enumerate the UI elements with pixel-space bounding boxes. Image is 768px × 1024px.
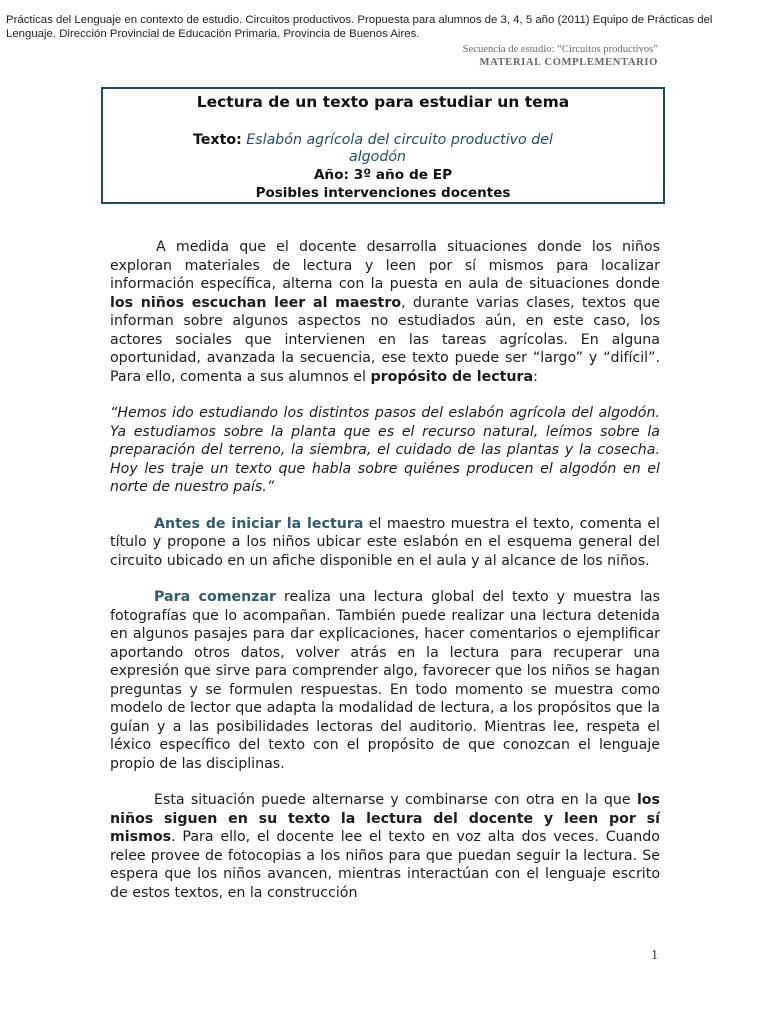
text-run: : bbox=[533, 368, 538, 385]
text-reference bbox=[193, 132, 643, 166]
paragraph-alternate bbox=[110, 791, 660, 902]
teacher-quote: “Hemos ido estudiando los distintos pasos del eslabón agrícola del algodón. Ya estudiamos sobre la planta que es el recurso natural, leímos sobre la preparación del terreno, la siembra, el cuidado de las plantas y la cosecha. Hoy les traje un texto que habla sobre quiénes producen el algodón en el norte de nuestro país.” bbox=[110, 405, 660, 495]
text-title-line-1: Eslabón agrícola del circuito productivo del bbox=[246, 132, 553, 148]
text-title-line-2: algodón bbox=[349, 149, 406, 165]
emphasis-listen: los niños escuchan leer al maestro bbox=[110, 294, 402, 311]
sequence-title: Secuencia de estudio: “Circuitos productivos” bbox=[462, 44, 658, 55]
document-header: Prácticas del Lenguaje en contexto de estudio. Circuitos productivos. Propuesta para alumnos de 3, 4, 5 año (2011) Equipo de Prácticas del Lenguaje. Dirección Provincial de Educación Primaria. Provincia de Buenos Aires. bbox=[6, 14, 713, 40]
emphasis-purpose: propósito de lectura bbox=[370, 368, 534, 385]
text-run: . Para ello, el docente lee el texto en voz alta dos veces. Cuando relee provee de fotocopias a los niños para que puedan seguir la lectura. Se espera que los niños avancen, mientras interactúan con el lenguaje escrito de estos textos, en la construcción bbox=[110, 829, 660, 901]
title-box bbox=[101, 87, 665, 204]
text-run: el maestro muestra el texto, comenta el título y propone a los niños ubicar este eslabón en el esquema general del circuito ubicado en un afiche disponible en el aula y al alcance de los niños. bbox=[110, 515, 660, 569]
heading-to-begin: Para comenzar bbox=[154, 589, 277, 605]
emphasis-follow-reading: los niños siguen en su texto la lectura del docente y leen por sí mismos bbox=[110, 792, 660, 845]
year-label: Año: 3º año de EP bbox=[313, 167, 453, 183]
text-label: Texto: bbox=[193, 132, 242, 148]
box-title: Lectura de un texto para estudiar un tema bbox=[196, 93, 570, 111]
text-run: , durante varias clases, textos que informan sobre algunos aspectos no estudiados aún, en este caso, los actores sociales que intervienen en las tareas agrícolas. En alguna oportunidad, avanzada la secuencia, ese texto puede ser “largo” y “difícil”. Para ello, comenta a sus alumnos el bbox=[110, 294, 660, 385]
text-run: A medida que el docente desarrolla situaciones donde los niños exploran materiales de lectura y leen por sí mismos para localizar información específica, alterna con la puesta en aula de situaciones donde bbox=[110, 239, 660, 292]
paragraph-before-reading bbox=[110, 515, 660, 571]
sequence-header bbox=[463, 43, 658, 69]
paragraph-to-begin bbox=[110, 588, 660, 773]
document-body bbox=[110, 238, 660, 920]
paragraph-intro bbox=[110, 238, 660, 386]
text-run: Esta situación puede alternarse y combinarse con otra en la que bbox=[154, 792, 637, 808]
material-label: MATERIAL COMPLEMENTARIO bbox=[479, 57, 658, 68]
page-number: 1 bbox=[651, 948, 658, 963]
text-run: realiza una lectura global del texto y muestra las fotografías que lo acompañan. También puede realizar una lectura detenida en algunos pasajes para dar explicaciones, hacer comentarios o ejemplificar aportando otros datos, volver atrás en la lectura para recuperar una expresión que sirve para comprender algo, favorecer que los niños se hagan preguntas y se formulen respuestas. En todo momento se muestra como modelo de lector que adapta la modalidad de lectura, a los propósitos que la guían y a las posibilidades lectoras del auditorio. Mientras lee, respeta el léxico específico del texto con el propósito de que conozcan el lenguaje propio de las disciplinas. bbox=[110, 589, 660, 772]
interventions-label: Posibles intervenciones docentes bbox=[255, 185, 511, 201]
heading-before-reading: Antes de iniciar la lectura bbox=[154, 515, 364, 532]
